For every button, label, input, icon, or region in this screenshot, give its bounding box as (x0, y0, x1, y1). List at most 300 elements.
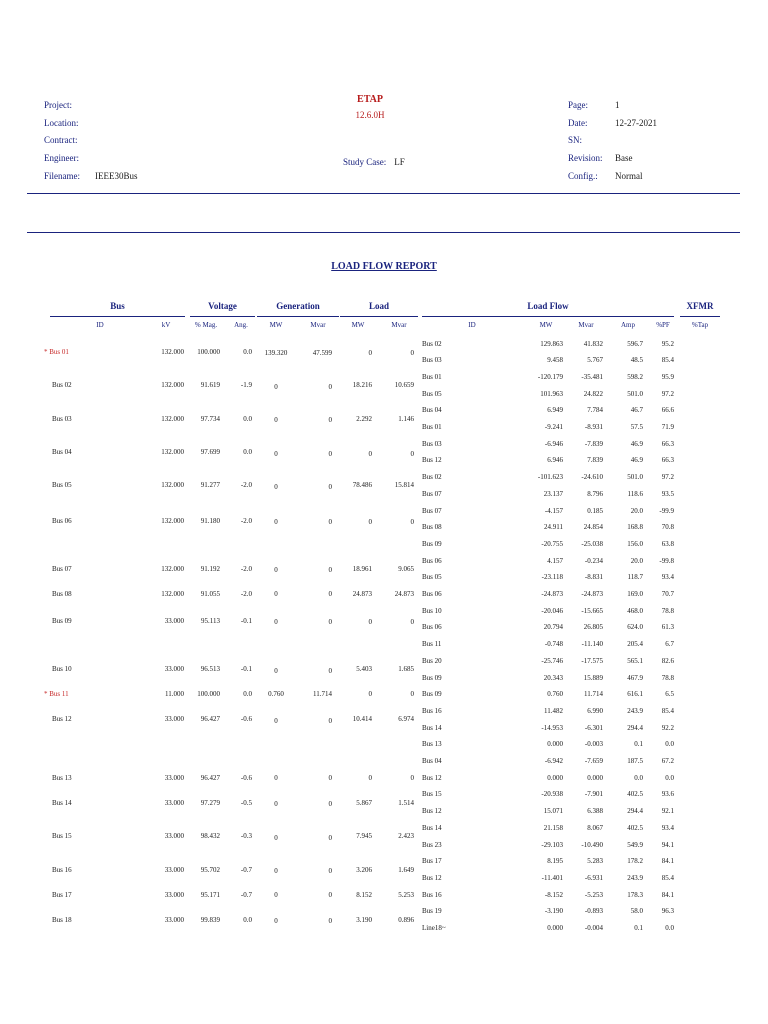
gen-mw: 0 (274, 449, 278, 458)
flow-amp: 46.9 (630, 439, 643, 448)
bus-voltage-mag: 95.113 (201, 616, 220, 625)
flow-mvar: -0.004 (584, 924, 603, 932)
flow-amp: 168.8 (627, 523, 643, 532)
flow-amp: 178.2 (627, 857, 643, 866)
study-case-value: LF (394, 157, 405, 167)
bus-id: Bus 17 (52, 890, 72, 899)
load-mw: 78.486 (352, 481, 372, 490)
load-mvar: 0 (410, 518, 414, 527)
flow-mvar: 7.839 (587, 456, 603, 465)
flow-mvar: -35.481 (581, 372, 603, 381)
flow-amp: 616.1 (627, 690, 643, 699)
flow-pf: -99.8 (659, 556, 674, 565)
flow-mw: 9.458 (547, 356, 563, 365)
flow-amp: 0.0 (634, 773, 643, 782)
flow-amp: 58.0 (630, 907, 643, 916)
study-case (343, 157, 405, 167)
bus-voltage-ang: -2.0 (240, 516, 252, 525)
load-mw: 7.945 (356, 832, 372, 841)
flow-mw: 101.963 (540, 389, 563, 398)
column-header: MW (351, 321, 365, 329)
flow-mw: -6.946 (544, 439, 563, 448)
flow-mvar: -0.234 (584, 556, 603, 565)
flow-to-id: Bus 02 (422, 473, 442, 482)
flow-to-id: Bus 13 (422, 740, 442, 749)
flow-mvar: 7.784 (587, 406, 603, 415)
header-right-field-value: Base (615, 153, 633, 164)
gen-mw: 0.760 (268, 690, 284, 699)
bus-kv: 132.000 (161, 516, 184, 525)
flow-mw: -6.942 (544, 757, 563, 765)
bus-voltage-mag: 100.000 (197, 690, 220, 699)
bus-id-swing: * Bus 01 (44, 347, 69, 356)
bus-voltage-ang: -0.1 (240, 665, 252, 674)
flow-pf: 66.6 (661, 406, 674, 415)
flow-to-id: Bus 06 (422, 556, 442, 565)
load-mvar: 9.065 (398, 564, 414, 573)
header-right-field-label: Revision: (568, 153, 603, 164)
flow-mvar: -7.839 (584, 439, 603, 448)
flow-mw: 8.195 (547, 857, 563, 866)
bus-kv: 33.000 (164, 865, 184, 874)
column-group-load: Load (368, 301, 389, 311)
flow-mvar: -0.003 (584, 740, 603, 749)
gen-mvar: 0 (328, 833, 332, 842)
flow-mw: 4.157 (547, 556, 563, 565)
flow-pf: 66.3 (661, 456, 674, 465)
flow-pf: 78.8 (661, 606, 674, 615)
flow-pf: 0.0 (665, 740, 674, 749)
column-header: ID (468, 321, 476, 329)
gen-mw: 0 (274, 917, 278, 926)
flow-amp: 294.4 (627, 807, 643, 816)
flow-amp: 402.5 (627, 823, 643, 832)
gen-mvar: 0 (328, 566, 332, 575)
flow-mw: 0.000 (547, 740, 563, 749)
flow-pf: 70.8 (661, 523, 674, 532)
bus-id: Bus 02 (52, 381, 72, 390)
load-mw: 2.292 (356, 414, 372, 423)
bus-kv: 132.000 (161, 564, 184, 573)
bus-voltage-ang: 0.0 (243, 448, 252, 457)
bus-id: Bus 12 (52, 715, 72, 724)
load-mw: 0 (368, 618, 372, 627)
column-group-underline (340, 316, 418, 317)
flow-amp: 20.0 (630, 556, 643, 565)
flow-mw: -0.748 (544, 640, 563, 649)
flow-mvar: -11.140 (581, 640, 603, 649)
flow-mvar: 5.283 (587, 857, 603, 866)
flow-to-id: Bus 09 (422, 690, 442, 699)
flow-amp: 501.0 (627, 473, 643, 482)
bus-voltage-ang: -2.0 (240, 481, 252, 490)
flow-amp: 294.4 (627, 723, 643, 732)
load-mw: 18.216 (352, 381, 372, 390)
flow-mw: -29.103 (541, 840, 563, 849)
flow-pf: 84.1 (661, 857, 674, 866)
bus-voltage-mag: 91.055 (200, 590, 220, 598)
column-group-xfmr: XFMR (686, 301, 714, 311)
gen-mw: 0 (274, 867, 278, 876)
gen-mvar: 0 (328, 800, 332, 809)
flow-mvar: 0.000 (587, 773, 603, 782)
flow-mvar: 8.067 (587, 823, 603, 832)
load-mvar: 24.873 (394, 590, 414, 598)
flow-mw: 0.000 (547, 773, 563, 782)
bus-id-swing: * Bus 11 (44, 690, 69, 699)
gen-mvar: 0 (328, 482, 332, 491)
flow-mvar: -7.901 (584, 790, 603, 799)
gen-mvar: 0 (328, 618, 332, 627)
gen-mvar: 47.599 (312, 349, 332, 358)
column-header: % Mag. (194, 321, 218, 329)
gen-mvar: 0 (328, 416, 332, 425)
bus-kv: 33.000 (164, 832, 184, 841)
gen-mvar: 0 (328, 518, 332, 527)
load-mvar: 0.896 (398, 915, 414, 924)
flow-mvar: -0.893 (584, 907, 603, 916)
gen-mw: 0 (274, 566, 278, 575)
flow-to-id: Bus 03 (422, 356, 442, 365)
gen-mw: 0 (274, 773, 278, 782)
flow-amp: 156.0 (627, 539, 643, 548)
flow-amp: 243.9 (627, 706, 643, 715)
bus-voltage-mag: 91.619 (200, 381, 220, 390)
bus-kv: 33.000 (164, 798, 184, 807)
flow-mvar: -17.575 (581, 656, 603, 665)
header-right-field-label: Date: (568, 117, 588, 128)
column-group-underline (50, 316, 185, 317)
flow-amp: 467.9 (627, 673, 643, 682)
flow-mw: 0.760 (547, 690, 563, 699)
gen-mw: 0 (274, 518, 278, 527)
flow-mvar: -24.610 (581, 473, 603, 482)
flow-mw: 24.911 (544, 523, 563, 532)
flow-pf: 85.4 (661, 356, 674, 365)
flow-amp: 402.5 (627, 790, 643, 799)
flow-pf: 93.4 (661, 823, 674, 832)
flow-pf: 93.4 (661, 573, 674, 582)
flow-mw: -25.746 (541, 656, 563, 665)
header-right-fields (568, 97, 657, 186)
flow-to-id: Bus 17 (422, 857, 442, 866)
flow-pf: 78.8 (661, 673, 674, 682)
flow-pf: 82.6 (661, 656, 674, 665)
bus-voltage-ang: 0.0 (243, 915, 252, 924)
bus-id: Bus 18 (52, 915, 72, 924)
column-group-voltage: Voltage (208, 301, 237, 311)
report-app-title: ETAP (357, 94, 383, 105)
gen-mvar: 11.714 (313, 690, 332, 699)
load-mw: 0 (368, 690, 372, 699)
header-right-field-value: 1 (615, 100, 620, 110)
gen-mw: 0 (274, 482, 278, 491)
flow-pf: 6.7 (665, 640, 674, 649)
flow-mw: -24.873 (541, 590, 563, 598)
flow-to-id: Bus 23 (422, 840, 442, 849)
header-divider-bottom (27, 232, 740, 233)
flow-mvar: -8.831 (584, 573, 603, 582)
flow-pf: 0.0 (665, 773, 674, 782)
bus-id: Bus 10 (52, 665, 72, 674)
flow-amp: 243.9 (627, 873, 643, 882)
flow-pf: 70.7 (661, 590, 674, 598)
load-mvar: 0 (410, 449, 414, 458)
flow-to-id: Line18~ (422, 924, 446, 932)
flow-to-id: Bus 04 (422, 757, 442, 765)
bus-voltage-ang: -0.1 (240, 616, 252, 625)
column-group-underline (422, 316, 674, 317)
bus-kv: 33.000 (164, 890, 184, 899)
column-group-underline (257, 316, 339, 317)
flow-mw: -23.118 (541, 573, 563, 582)
report-title: LOAD FLOW REPORT (331, 261, 437, 272)
bus-id: Bus 08 (52, 590, 72, 598)
column-group-load-flow: Load Flow (527, 301, 569, 311)
gen-mw: 0 (274, 716, 278, 725)
flow-amp: 0.1 (634, 924, 643, 932)
bus-kv: 33.000 (164, 616, 184, 625)
bus-id: Bus 05 (52, 481, 72, 490)
flow-mvar: -7.659 (584, 757, 603, 765)
flow-mw: -14.953 (541, 723, 563, 732)
flow-to-id: Bus 16 (422, 890, 442, 899)
header-left-field-value: IEEE30Bus (95, 170, 138, 181)
load-mvar: 15.814 (394, 481, 414, 490)
load-mvar: 2.423 (398, 832, 414, 841)
load-mw: 8.152 (356, 890, 372, 899)
header-right-field (568, 115, 657, 133)
flow-pf: 93.6 (661, 790, 674, 799)
flow-mw: 11.482 (544, 706, 563, 715)
flow-to-id: Bus 12 (422, 807, 442, 816)
bus-voltage-mag: 95.702 (200, 865, 220, 874)
bus-kv: 33.000 (164, 915, 184, 924)
flow-mvar: 11.714 (584, 690, 603, 699)
flow-mvar: -8.931 (584, 423, 603, 431)
bus-id: Bus 14 (52, 798, 72, 807)
flow-to-id: Bus 07 (422, 506, 442, 515)
flow-mw: -20.938 (541, 790, 563, 799)
bus-voltage-ang: 0.0 (243, 347, 252, 356)
flow-to-id: Bus 10 (422, 606, 442, 615)
bus-kv: 33.000 (164, 665, 184, 674)
flow-mvar: 0.185 (587, 506, 603, 515)
header-left-field (44, 132, 138, 150)
load-mw: 3.206 (356, 865, 372, 874)
flow-mvar: -15.665 (581, 606, 603, 615)
flow-mvar: 6.990 (587, 706, 603, 715)
flow-pf: 85.4 (661, 706, 674, 715)
flow-to-id: Bus 01 (422, 423, 442, 431)
flow-to-id: Bus 05 (422, 389, 442, 398)
header-right-field-label: SN: (568, 135, 583, 146)
flow-pf: 84.1 (661, 890, 674, 899)
load-mw: 0 (368, 449, 372, 458)
load-mw: 10.414 (352, 715, 372, 724)
bus-voltage-mag: 96.513 (200, 665, 220, 674)
bus-kv: 33.000 (164, 715, 184, 724)
bus-voltage-ang: -0.3 (240, 832, 252, 841)
flow-to-id: Bus 02 (422, 339, 442, 348)
flow-pf: 97.2 (661, 473, 674, 482)
flow-amp: 169.0 (627, 590, 643, 598)
header-right-field-label: Config.: (568, 170, 598, 181)
bus-voltage-mag: 91.192 (200, 564, 220, 573)
load-mw: 24.873 (352, 590, 372, 598)
column-header: ID (96, 321, 104, 329)
bus-voltage-ang: -0.6 (240, 715, 252, 724)
load-mvar: 0 (410, 618, 414, 627)
header-right-field-label: Page: (568, 100, 588, 110)
flow-mvar: 15.889 (583, 673, 603, 682)
gen-mvar: 0 (328, 449, 332, 458)
flow-to-id: Bus 08 (422, 523, 442, 532)
flow-pf: 67.2 (661, 757, 674, 765)
gen-mvar: 0 (328, 867, 332, 876)
flow-to-id: Bus 14 (422, 723, 442, 732)
flow-pf: 93.5 (661, 489, 674, 498)
flow-amp: 565.1 (627, 656, 643, 665)
flow-mvar: 5.767 (587, 356, 603, 365)
header-right-field (568, 168, 657, 186)
bus-voltage-mag: 91.180 (200, 516, 220, 525)
flow-to-id: Bus 06 (422, 623, 442, 632)
flow-pf: 92.1 (661, 807, 674, 816)
flow-mvar: 6.388 (587, 807, 603, 816)
flow-pf: 0.0 (665, 924, 674, 932)
bus-voltage-mag: 91.277 (200, 481, 220, 490)
header-left-field-label: Filename: (44, 170, 80, 181)
bus-voltage-ang: -0.6 (240, 773, 252, 782)
flow-pf: 63.8 (661, 539, 674, 548)
flow-amp: 118.6 (627, 489, 643, 498)
header-right-field (568, 132, 657, 150)
load-mw: 0 (368, 349, 372, 358)
bus-kv: 132.000 (161, 590, 184, 598)
bus-kv: 132.000 (161, 448, 184, 457)
column-header: Ang. (234, 321, 248, 329)
bus-id: Bus 03 (52, 414, 72, 423)
header-right-field-value: 12-27-2021 (615, 117, 657, 128)
bus-voltage-ang: -2.0 (240, 590, 252, 598)
column-header: Mvar (310, 321, 326, 329)
bus-id: Bus 13 (52, 773, 72, 782)
flow-mvar: -5.253 (584, 890, 603, 899)
bus-voltage-mag: 98.432 (200, 832, 220, 841)
flow-to-id: Bus 06 (422, 590, 442, 598)
flow-pf: 85.4 (661, 873, 674, 882)
bus-id: Bus 07 (52, 564, 72, 573)
flow-mvar: -10.490 (581, 840, 603, 849)
bus-voltage-mag: 96.427 (200, 773, 220, 782)
flow-to-id: Bus 14 (422, 823, 442, 832)
load-mvar: 10.659 (394, 381, 414, 390)
load-mw: 0 (368, 518, 372, 527)
bus-voltage-ang: -0.5 (240, 798, 252, 807)
gen-mvar: 0 (328, 382, 332, 391)
flow-mvar: -6.931 (584, 873, 603, 882)
gen-mw: 0 (274, 618, 278, 627)
flow-to-id: Bus 15 (422, 790, 442, 799)
flow-pf: 95.9 (661, 372, 674, 381)
flow-to-id: Bus 19 (422, 907, 442, 916)
flow-amp: 187.5 (627, 757, 643, 765)
bus-kv: 132.000 (161, 481, 184, 490)
gen-mw: 0 (274, 833, 278, 842)
flow-amp: 20.0 (630, 506, 643, 515)
bus-voltage-mag: 97.279 (200, 798, 220, 807)
gen-mvar: 0 (328, 917, 332, 926)
load-mvar: 0 (410, 349, 414, 358)
load-mvar: 1.649 (398, 865, 414, 874)
header-left-field-label: Project: (44, 100, 72, 110)
bus-id: Bus 15 (52, 832, 72, 841)
column-header: Amp (621, 321, 635, 329)
flow-mw: 0.000 (547, 924, 563, 932)
bus-kv: 132.000 (161, 347, 184, 356)
bus-voltage-mag: 100.000 (197, 347, 220, 356)
flow-mvar: 41.832 (583, 339, 603, 348)
load-mvar: 1.685 (398, 665, 414, 674)
flow-pf: 92.2 (661, 723, 674, 732)
header-left-field (44, 168, 138, 186)
bus-id: Bus 06 (52, 516, 72, 525)
flow-amp: 624.0 (627, 623, 643, 632)
flow-amp: 205.4 (627, 640, 643, 649)
flow-amp: 46.7 (630, 406, 643, 415)
flow-to-id: Bus 07 (422, 489, 442, 498)
flow-to-id: Bus 05 (422, 573, 442, 582)
flow-mw: -120.179 (537, 372, 563, 381)
flow-to-id: Bus 09 (422, 673, 442, 682)
flow-pf: 94.1 (661, 840, 674, 849)
column-header: kV (161, 321, 171, 329)
flow-pf: 96.3 (661, 907, 674, 916)
flow-pf: 61.3 (661, 623, 674, 632)
header-left-field-label: Location: (44, 117, 79, 128)
flow-mvar: -6.301 (584, 723, 603, 732)
flow-mw: 15.071 (543, 807, 563, 816)
study-case-label: Study Case: (343, 157, 387, 167)
flow-amp: 178.3 (627, 890, 643, 899)
bus-kv: 132.000 (161, 381, 184, 390)
flow-pf: 6.5 (665, 690, 674, 699)
flow-to-id: Bus 11 (422, 640, 442, 649)
load-mvar: 0 (410, 773, 414, 782)
gen-mvar: 0 (328, 890, 332, 899)
load-mvar: 5.253 (398, 890, 414, 899)
header-left-field (44, 97, 138, 115)
load-mw: 5.867 (356, 798, 372, 807)
flow-amp: 48.5 (630, 356, 643, 365)
flow-mw: 23.137 (543, 489, 563, 498)
header-right-field-value: Normal (615, 170, 643, 181)
flow-to-id: Bus 12 (422, 773, 442, 782)
flow-pf: 66.3 (661, 439, 674, 448)
flow-amp: 0.1 (634, 740, 643, 749)
flow-mw: -8.152 (544, 890, 563, 899)
load-mvar: 1.146 (398, 414, 414, 423)
flow-mvar: -25.038 (581, 539, 603, 548)
flow-mw: -3.190 (544, 907, 563, 916)
bus-kv: 11.000 (165, 690, 184, 699)
flow-mvar: 24.854 (583, 523, 603, 532)
bus-voltage-ang: 0.0 (243, 414, 252, 423)
flow-amp: 468.0 (627, 606, 643, 615)
load-mvar: 6.974 (398, 715, 414, 724)
load-mw: 5.403 (356, 665, 372, 674)
